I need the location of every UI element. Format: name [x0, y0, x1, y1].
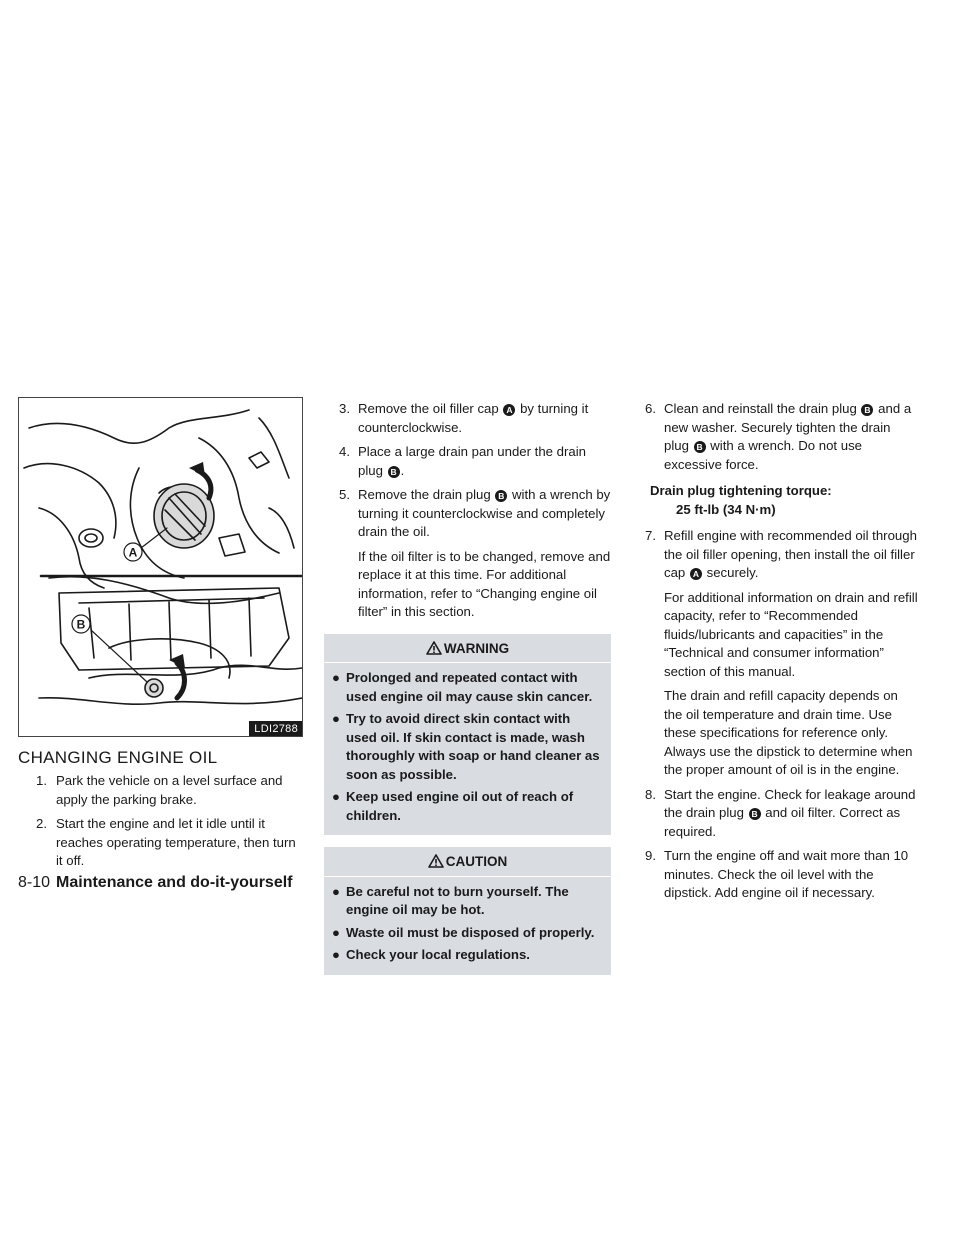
step-9 [630, 847, 918, 903]
step-text: Clean and reinstall the drain plug [664, 401, 857, 416]
caution-title: CAUTION [445, 854, 508, 869]
step-4 [324, 443, 611, 480]
engine-oil-figure [18, 397, 303, 737]
step-number: 5. [339, 487, 350, 502]
warning-box [324, 634, 611, 836]
ref-b-icon: B [749, 808, 761, 820]
caution-box [324, 847, 611, 975]
warning-item: ● Keep used engine oil out of reach of children. [332, 789, 574, 823]
step-number: 1. [36, 773, 47, 788]
step-8 [630, 786, 918, 842]
step-5 [324, 486, 611, 622]
column-1 [18, 772, 304, 877]
step-number: 6. [645, 401, 656, 416]
section-title: CHANGING ENGINE OIL [18, 748, 218, 767]
step-text: with a wrench by turning it counterclockwise and completely drain the oil. [358, 487, 611, 539]
step-number: 4. [339, 444, 350, 459]
step-paragraph: If the oil filter is to be changed, remove and replace it at this time. For additional information, refer to “Changing engine oil filter” in this section. [358, 548, 611, 619]
torque-value: 25 ft-lb (34 N·m) [676, 501, 776, 517]
step-number: 8. [645, 786, 656, 802]
step-text: Start the engine and let it idle until it reaches operating temperature, then turn it off. [56, 816, 296, 868]
step-text: . [400, 462, 405, 478]
step-1 [18, 772, 304, 809]
ref-b-icon: B [694, 441, 706, 453]
ref-b-icon: B [861, 404, 873, 416]
column-2 [324, 400, 611, 975]
step-3 [324, 400, 611, 437]
step-number: 9. [645, 848, 656, 863]
caution-item: ● Waste oil must be disposed of properly. [332, 924, 595, 940]
step-text: Park the vehicle on a level surface and apply the parking brake. [56, 773, 283, 807]
torque-label: Drain plug tightening torque: [650, 483, 832, 498]
column-3 [630, 400, 918, 909]
step-number: 3. [339, 401, 350, 416]
step-paragraph: For additional information on drain and refill capacity, refer to “Recommended fluids/lubricants and capacities” in the “Technical and consumer information” section of this manual. [664, 589, 918, 679]
warning-item: ● Prolonged and repeated contact with used engine oil may cause skin cancer. [332, 670, 593, 704]
figure-label-b: B [76, 617, 86, 632]
engine-oil-filler-cap-and-drain-plug-illustration [19, 398, 302, 736]
step-text: Turn the engine off and wait more than 10 minutes. Check the oil level with the dipstick. Add engine oil if necessary. [664, 848, 909, 900]
step-text: with a wrench. Do not use excessive force. [664, 438, 863, 472]
step-text: Place a large drain pan under the drain plug [358, 444, 587, 478]
step-text: securely. [706, 565, 759, 580]
torque-spec [650, 482, 918, 519]
step-text: and oil filter. Correct as required. [664, 805, 901, 839]
page-number: 8-10 [18, 874, 51, 891]
warning-triangle-icon [428, 854, 444, 868]
ref-b-icon: B [388, 466, 400, 478]
figure-code: LDI2788 [249, 721, 302, 736]
step-text: Start the engine. Check for leakage around the drain plug [664, 786, 916, 820]
chapter-title: Maintenance and do-it-yourself [56, 874, 293, 891]
step-7 [630, 527, 918, 780]
caution-item: ● Check your local regulations. [332, 947, 530, 962]
step-text: Remove the drain plug [358, 487, 491, 502]
warning-header [324, 638, 611, 664]
step-text: by turning it counterclockwise. [358, 401, 589, 435]
step-number: 7. [645, 528, 656, 543]
ref-a-icon: A [503, 404, 515, 416]
ref-b-icon: B [495, 490, 507, 502]
ref-a-icon: A [690, 568, 702, 580]
warning-triangle-icon [426, 641, 442, 655]
step-number: 2. [36, 816, 47, 831]
warning-item: ● Try to avoid direct skin contact with used oil. If skin contact is made, wash thoroughly with soap or hand cleaner as soon as possible. [332, 711, 600, 782]
figure-label-a: A [128, 545, 138, 560]
step-6 [630, 400, 918, 474]
step-text: Refill engine with recommended oil through the oil filler opening, then install the oil filler cap [664, 528, 917, 580]
step-text: Remove the oil filler cap [358, 401, 499, 416]
caution-header [324, 851, 611, 877]
step-text: and a new washer. Securely tighten the drain plug [664, 401, 912, 453]
step-paragraph: The drain and refill capacity depends on the oil temperature and drain time. Use these specifications for reference only. Always use the dipstick to determine when the proper amount of oil is in the engine. [664, 688, 913, 777]
warning-title: WARNING [443, 640, 510, 656]
caution-item: ● Be careful not to burn yourself. The engine oil may be hot. [332, 883, 569, 917]
page-footer [18, 873, 293, 893]
step-2 [18, 815, 304, 871]
